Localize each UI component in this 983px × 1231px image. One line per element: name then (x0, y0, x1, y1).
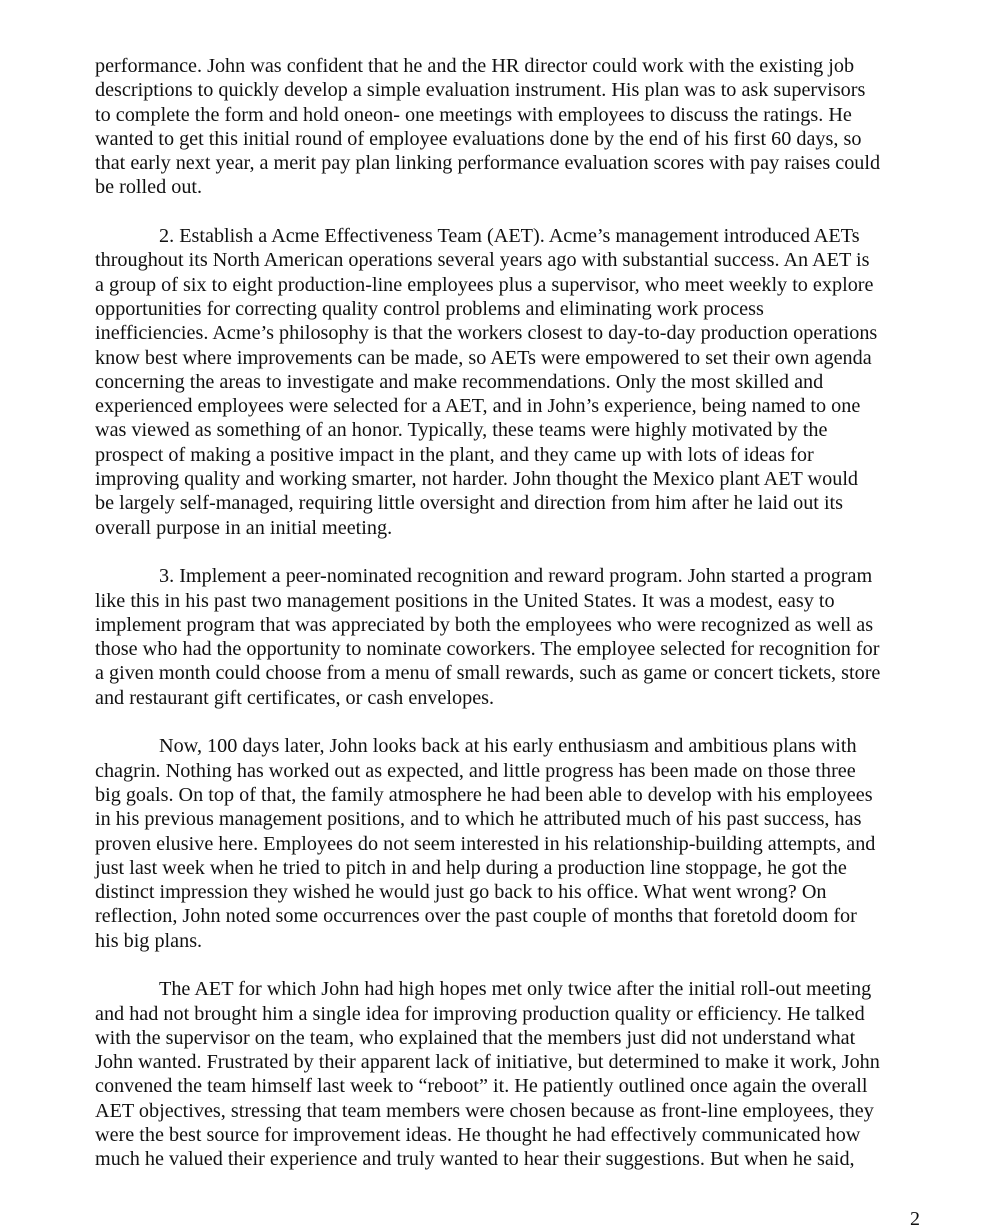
text-line: with the supervisor on the team, who explained that the members just did not understand what (95, 1026, 856, 1049)
text-line: big goals. On top of that, the family atmosphere he had been able to develop with his employees (95, 783, 873, 806)
text-line: prospect of making a positive impact in the plant, and they came up with lots of ideas for (95, 443, 814, 466)
text-line: reflection, John noted some occurrences over the past couple of months that foretold doom for (95, 905, 857, 928)
text-line: just last week when he tried to pitch in and help during a production line stoppage, he got the (95, 856, 847, 879)
text-line: know best where improvements can be made, so AETs were empowered to set their own agenda (95, 346, 872, 369)
text-line: improving quality and working smarter, not harder. John thought the Mexico plant AET would (95, 468, 859, 491)
text-line: in his previous management positions, and to which he attributed much of his past success, has (95, 808, 862, 831)
paragraph (95, 54, 935, 200)
text-line: performance. John was confident that he and the HR director could work with the existing job (95, 55, 855, 77)
text-line: chagrin. Nothing has worked out as expected, and little progress has been made on those three (95, 759, 856, 782)
text-line: overall purpose in an initial meeting. (95, 516, 393, 539)
text-line: concerning the areas to investigate and make recommendations. Only the most skilled and (95, 370, 824, 393)
text-line: The AET for which John had high hopes met only twice after the initial roll-out meeting (159, 978, 872, 1001)
text-line: descriptions to quickly develop a simple evaluation instrument. His plan was to ask supervisors (95, 79, 866, 102)
text-line: those who had the opportunity to nominate coworkers. The employee selected for recognition for (95, 638, 880, 661)
paragraph (95, 564, 935, 710)
text-line: a given month could choose from a menu of small rewards, such as game or concert tickets, store (95, 662, 881, 685)
text-line: distinct impression they wished he would just go back to his office. What went wrong? On (95, 881, 827, 904)
text-line: 3. Implement a peer-nominated recognition and reward program. John started a program (159, 565, 873, 588)
text-line: convened the team himself last week to “reboot” it. He patiently outlined once again the overall (95, 1075, 868, 1098)
document-page (95, 54, 935, 1196)
text-line: 2. Establish a Acme Effectiveness Team (AET). Acme’s management introduced AETs (159, 225, 860, 248)
text-line: opportunities for correcting quality control problems and eliminating work process (95, 297, 764, 320)
text-line: AET objectives, stressing that team members were chosen because as front-line employees, they (95, 1099, 874, 1122)
text-line: were the best source for improvement ideas. He thought he had effectively communicated how (95, 1124, 861, 1147)
text-line: John wanted. Frustrated by their apparent lack of initiative, but determined to make it work, John (95, 1051, 880, 1074)
text-line: his big plans. (95, 929, 203, 952)
text-line: Now, 100 days later, John looks back at his early enthusiasm and ambitious plans with (159, 735, 857, 758)
text-line: like this in his past two management positions in the United States. It was a modest, easy to (95, 589, 835, 612)
text-line: a group of six to eight production-line employees plus a supervisor, who meet weekly to explore (95, 273, 874, 296)
text-line: to complete the form and hold oneon- one meetings with employees to discuss the ratings. He (95, 103, 852, 126)
text-line: much he valued their experience and truly wanted to hear their suggestions. But when he said, (95, 1148, 855, 1171)
text-line: be largely self-managed, requiring little oversight and direction from him after he laid out its (95, 492, 844, 515)
text-line: implement program that was appreciated by both the employees who were recognized as well as (95, 613, 874, 636)
text-line: that early next year, a merit pay plan linking performance evaluation scores with pay raises could (95, 152, 881, 175)
text-line: experienced employees were selected for a AET, and in John’s experience, being named to one (95, 395, 861, 418)
text-line: inefficiencies. Acme’s philosophy is that the workers closest to day-to-day production operations (95, 322, 878, 345)
text-line: wanted to get this initial round of employee evaluations done by the end of his first 60 days, so (95, 127, 862, 150)
text-line: proven elusive here. Employees do not seem interested in his relationship-building attempts, and (95, 832, 876, 855)
paragraph (95, 977, 935, 1171)
paragraph (95, 734, 935, 953)
text-line: was viewed as something of an honor. Typically, these teams were highly motivated by the (95, 419, 828, 442)
text-line: throughout its North American operations several years ago with substantial success. An AET is (95, 249, 870, 272)
paragraph (95, 224, 935, 540)
text-line: be rolled out. (95, 176, 203, 199)
text-line: and had not brought him a single idea for improving production quality or efficiency. He talked (95, 1002, 865, 1025)
text-line: and restaurant gift certificates, or cash envelopes. (95, 686, 495, 709)
page-number: 2 (910, 1208, 920, 1230)
